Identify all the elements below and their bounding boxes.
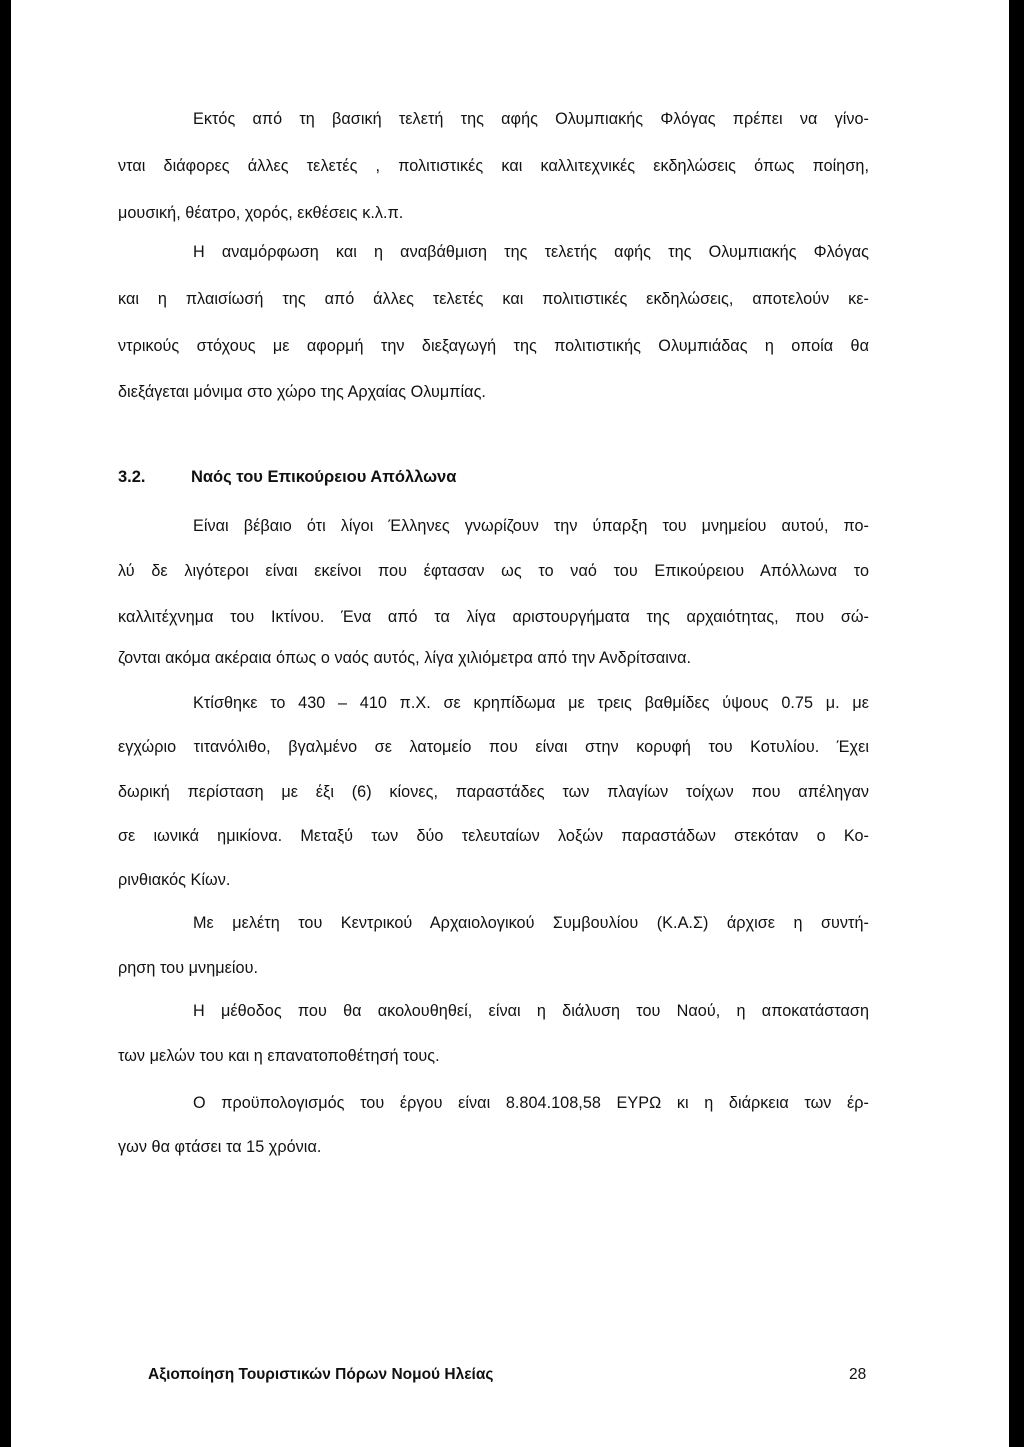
paragraph-3-line-3: καλλιτέχνημα του Ικτίνου. Ένα από τα λίγα αριστουργήματα της αρχαιότητας, που σώ- (118, 608, 869, 626)
paragraph-4-line-1: Κτίσθηκε το 430 – 410 π.Χ. σε κρηπίδωμα με τρεις βαθμίδες ύψους 0.75 μ. με (193, 694, 869, 712)
section-number: 3.2. (118, 468, 146, 486)
paragraph-2-line-3: ντρικούς στόχους με αφορμή την διεξαγωγή της πολιτιστικής Ολυμπιάδας η οποία θα (118, 337, 869, 355)
paragraph-7-line-1: Ο προϋπολογισμός του έργου είναι 8.804.108,58 ΕΥΡΩ κι η διάρκεια των έρ- (193, 1094, 869, 1112)
paragraph-6-line-2: των μελών του και η επανατοποθέτησή τους. (118, 1047, 440, 1065)
paragraph-2-line-4: διεξάγεται μόνιμα στο χώρο της Αρχαίας Ολυμπίας. (118, 383, 486, 401)
paragraph-5-line-1: Με μελέτη του Κεντρικού Αρχαιολογικού Συμβουλίου (Κ.Α.Σ) άρχισε η συντή- (193, 914, 869, 932)
footer-title: Αξιοποίηση Τουριστικών Πόρων Νομού Ηλείας (148, 1366, 494, 1383)
paragraph-1-line-1: Εκτός από τη βασική τελετή της αφής Ολυμπιακής Φλόγας πρέπει να γίνο- (193, 110, 869, 128)
section-heading (118, 468, 456, 487)
section-title: Ναός του Επικούρειου Απόλλωνα (191, 468, 457, 486)
paragraph-3-line-4: ζονται ακόμα ακέραια όπως ο ναός αυτός, λίγα χιλιόμετρα από την Ανδρίτσαινα. (118, 649, 692, 667)
paragraph-2-line-1: Η αναμόρφωση και η αναβάθμιση της τελετής αφής της Ολυμπιακής Φλόγας (193, 243, 869, 261)
paragraph-3-line-2: λύ δε λιγότεροι είναι εκείνοι που έφτασαν ως το ναό του Επικούρειου Απόλλωνα το (118, 562, 869, 580)
paragraph-5-line-2: ρηση του μνημείου. (118, 959, 259, 977)
paragraph-6-line-1: Η μέθοδος που θα ακολουθηθεί, είναι η διάλυση του Ναού, η αποκατάσταση (193, 1002, 869, 1020)
paragraph-4-line-5: ρινθιακός Κίων. (118, 871, 231, 889)
document-page (11, 0, 1009, 1447)
paragraph-1-line-3: μουσική, θέατρο, χορός, εκθέσεις κ.λ.π. (118, 204, 404, 222)
page-number: 28 (849, 1366, 867, 1383)
paragraph-3-line-1: Είναι βέβαιο ότι λίγοι Έλληνες γνωρίζουν την ύπαρξη του μνημείου αυτού, πο- (193, 517, 869, 535)
paragraph-4-line-2: εγχώριο τιτανόλιθο, βγαλμένο σε λατομείο που είναι στην κορυφή του Κοτυλίου. Έχει (118, 738, 869, 756)
paragraph-4-line-4: σε ιωνικά ημικίονα. Μεταξύ των δύο τελευταίων λοξών παραστάδων στεκόταν ο Κο- (118, 827, 869, 845)
paragraph-4-line-3: δωρική περίσταση με έξι (6) κίονες, παραστάδες των πλαγίων τοίχων που απέληγαν (118, 783, 869, 801)
paragraph-1-line-2: νται διάφορες άλλες τελετές , πολιτιστικές και καλλιτεχνικές εκδηλώσεις όπως ποίηση, (118, 157, 869, 175)
paragraph-2-line-2: και η πλαισίωσή της από άλλες τελετές και πολιτιστικές εκδηλώσεις, αποτελούν κε- (118, 290, 869, 308)
paragraph-7-line-2: γων θα φτάσει τα 15 χρόνια. (118, 1138, 322, 1156)
